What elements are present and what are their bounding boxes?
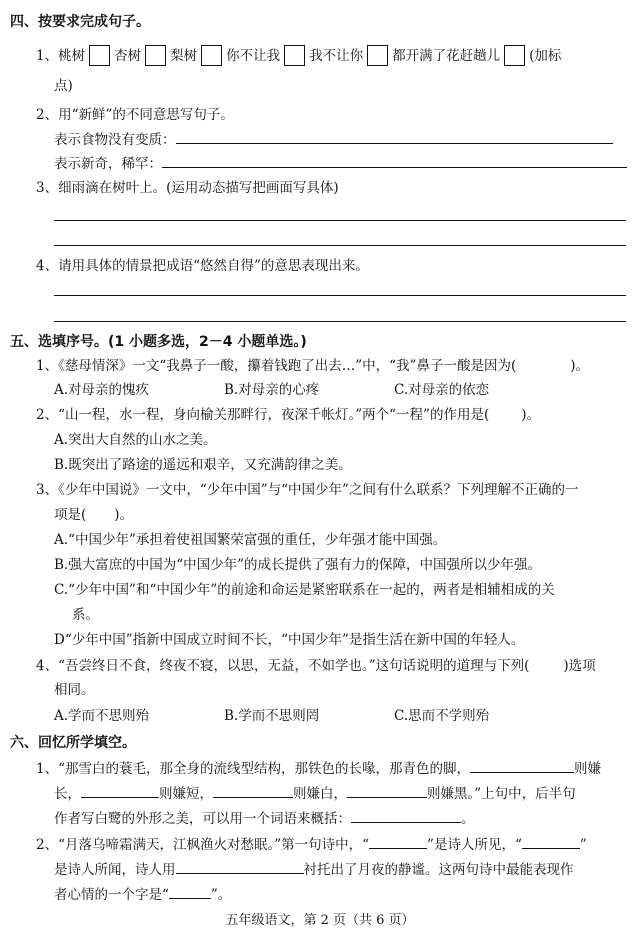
s5-q4-stem1: 4、“吾尝终日不食，终夜不寝，以思，无益，不如学也。”这句话说明的道理与下列( )选项 [36,658,596,674]
answer-paren[interactable] [489,405,521,419]
option-a: A.学而不思则殆 [54,708,150,724]
section-6-title: 六、回忆所学填空。 [10,735,136,751]
punct-box-3[interactable] [201,45,222,66]
answer-paren[interactable] [529,656,563,670]
answer-blank[interactable] [176,859,304,874]
s5-q1-options [54,380,489,400]
answer-line[interactable] [54,295,626,296]
s4-q1-num: 1、 [36,48,59,64]
page-footer: 五年级语文，第 2 页（共 6 页） [225,913,415,928]
s5-q2-stem: 2、“山一程，水一程，身向榆关那畔行，夜深千帐灯。”两个“一程”的作用是( )。 [36,407,540,423]
s6-q1-line2: 长， 则嫌短， 则嫌白， 则嫌黑。”上句中，后半句 [54,783,576,804]
s4-q2-b: 表示新奇，稀罕： [54,153,627,174]
answer-blank[interactable] [351,808,461,823]
answer-blank[interactable] [169,884,211,899]
option-b: B.对母亲的心疼 [224,382,320,398]
s6-q2-line3: 者心情的一个字是“ ”。 [54,884,231,905]
answer-blank[interactable] [176,129,613,144]
option-c: C.思而不学则殆 [394,708,490,724]
s5-q3-option-d: D“少年中国”指新中国成立时间不长，“中国少年”是指生活在新中国的年轻人。 [54,632,525,648]
s4-q4-stem: 4、请用具体的情景把成语“悠然自得”的意思表现出来。 [36,258,369,274]
answer-line[interactable] [54,321,626,322]
s4-q1-line1: 1、桃树 杏树 梨树 你不让我 我不让你 都开满了花赶趟儿 (加标 [36,46,561,67]
s4-q3-stem: 3、细雨滴在树叶上。(运用动态描写把画面写具体) [36,180,339,196]
section-5-title: 五、选填序号。(1 小题多选，2－4 小题单选。) [10,334,307,350]
answer-blank[interactable] [81,783,159,798]
s5-q3-option-a: A.“中国少年”承担着使祖国繁荣富强的重任，少年强才能中国强。 [54,532,447,548]
s5-q3-stem2: 项是( )。 [54,507,134,523]
s6-q1-line3: 作者写白鹭的外形之美，可以用一个词语来概括： 。 [54,808,475,829]
punct-box-4[interactable] [284,45,305,66]
answer-blank[interactable] [213,783,293,798]
answer-blank[interactable] [369,834,427,849]
s4-q1-line2: 点) [54,78,73,94]
s5-q2-option-a: A.突出大自然的山水之美。 [54,432,217,448]
s6-q1-line1: 1、“那雪白的蓑毛，那全身的流线型结构，那铁色的长喙，那青色的脚， 则嫌 [36,758,601,779]
s5-q4-options [54,706,489,726]
s5-q2-option-b: B.既突出了路途的遥远和艰辛，又充满韵律之美。 [54,457,352,473]
s5-q4-stem2: 相同。 [54,682,95,698]
answer-paren[interactable] [516,356,570,370]
s5-q1-stem: 1、《慈母情深》一文“我鼻子一酸，攥着钱跑了出去…”中，“我”鼻子一酸是因为( )。 [36,358,589,374]
answer-paren[interactable] [86,505,114,519]
s4-q2-a: 表示食物没有变质： [54,129,613,150]
s4-q2-stem: 2、用“新鲜”的不同意思写句子。 [36,107,234,123]
option-c: C.对母亲的依恋 [394,382,490,398]
answer-line[interactable] [54,220,626,221]
punct-box-1[interactable] [89,45,110,66]
s5-q3-option-c1: C.“少年中国”和“中国少年”的前途和命运是紧密联系在一起的，两者是相辅相成的关 [54,582,555,598]
s6-q2-line2: 是诗人所闻，诗人用 衬托出了月夜的静谧。这两句诗中最能表现作 [54,859,574,880]
answer-blank[interactable] [470,758,574,773]
s6-q2-line1: 2、“月落乌啼霜满天，江枫渔火对愁眠。”第一句诗中，“ ”是诗人所见，“ ” [36,834,587,855]
option-b: B.学而不思则罔 [224,708,320,724]
option-a: A.对母亲的愧疚 [54,382,150,398]
answer-blank[interactable] [162,153,627,168]
punct-box-6[interactable] [504,45,525,66]
s5-q3-stem1: 3、《少年中国说》一文中，“少年中国”与“中国少年”之间有什么联系？下列理解不正确的一 [36,482,579,498]
answer-line[interactable] [54,245,626,246]
answer-blank[interactable] [347,783,427,798]
section-4-title: 四、按要求完成句子。 [10,14,150,30]
punct-box-5[interactable] [367,45,388,66]
punct-box-2[interactable] [145,45,166,66]
s5-q3-option-c2: 系。 [72,607,99,623]
s5-q3-option-b: B.强大富庶的中国为“中国少年”的成长提供了强有力的保障，中国强所以少年强。 [54,557,542,573]
answer-blank[interactable] [522,834,580,849]
